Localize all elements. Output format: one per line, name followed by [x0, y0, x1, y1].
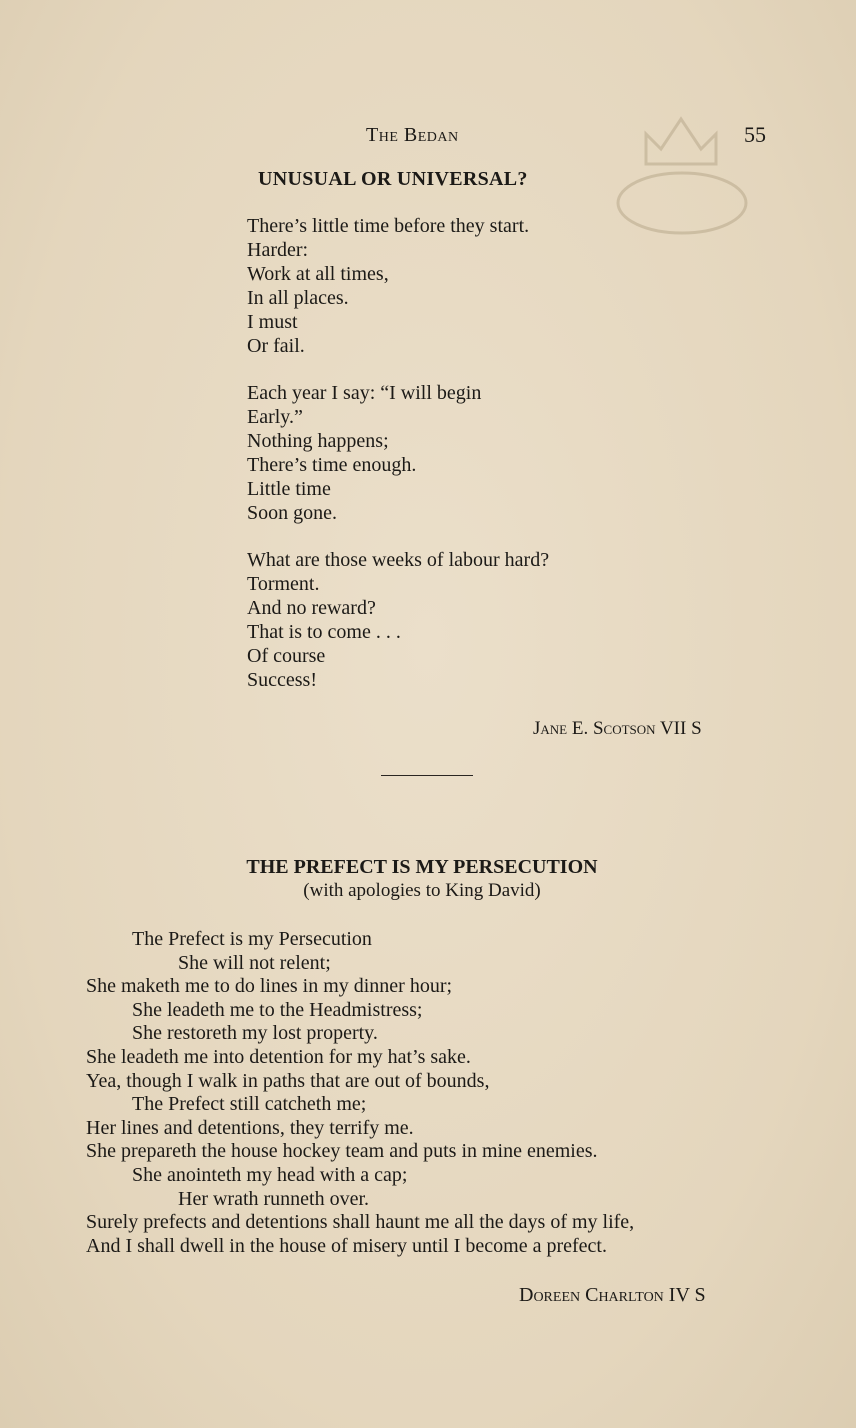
poem-line: Her wrath runneth over. [178, 1187, 370, 1210]
running-title: The Bedan [366, 124, 459, 146]
poem-line: The Prefect still catcheth me; [132, 1093, 367, 1116]
poem-line: Her lines and detentions, they terrify me. [86, 1116, 414, 1139]
section-divider [381, 775, 473, 776]
poem-line: Soon gone. [247, 502, 337, 524]
poem-line: Nothing happens; [247, 430, 389, 452]
stanza [247, 381, 667, 525]
poem-line: Little time [247, 478, 331, 500]
poem-line: Torment. [247, 573, 320, 595]
poem-line: She maketh me to do lines in my dinner hour; [86, 975, 453, 998]
poem-subtitle-text: (with apologies to King David) [303, 880, 541, 901]
poem-line: The Prefect is my Persecution [132, 928, 372, 950]
poem-line: Success! [247, 669, 317, 691]
poem-line: In all places. [247, 287, 349, 309]
poem-line: Surely prefects and detentions shall haunt me all the days of my life, [86, 1211, 635, 1234]
poem-line: I must [247, 311, 298, 333]
poem-body [86, 928, 786, 1258]
poem-line: She restoreth my lost property. [132, 1022, 378, 1045]
poem-title [0, 856, 856, 879]
stanza [247, 214, 667, 358]
poem-subtitle [0, 880, 856, 902]
poem-line: That is to come . . . [247, 621, 401, 643]
poem-line: She will not relent; [178, 951, 331, 974]
poem-line: And no reward? [247, 597, 376, 619]
poem-title: UNUSUAL OR UNIVERSAL? [258, 168, 528, 190]
poem-line: She leadeth me to the Headmistress; [132, 998, 423, 1021]
poem-line: She leadeth me into detention for my hat’s sake. [86, 1045, 471, 1068]
poem-author: Doreen Charlton IV S [519, 1284, 706, 1306]
poem-line: What are those weeks of labour hard? [247, 549, 550, 571]
poem-body [247, 214, 667, 715]
stanza [247, 548, 667, 692]
page-number: 55 [744, 122, 766, 147]
poem-line: Harder: [247, 239, 309, 261]
poem-line: And I shall dwell in the house of misery until I become a prefect. [86, 1234, 607, 1257]
poem-line: Yea, though I walk in paths that are out of bounds, [86, 1069, 490, 1092]
running-head [0, 120, 856, 150]
poem-line: There’s time enough. [247, 454, 417, 476]
poem-title-text: THE PREFECT IS MY PERSECUTION [246, 856, 598, 878]
poem-line: There’s little time before they start. [247, 215, 530, 237]
poem-line: Early.” [247, 406, 303, 428]
poem-line: Each year I say: “I will begin [247, 382, 482, 404]
poem-line: She anointeth my head with a cap; [132, 1163, 408, 1186]
poem-line: Work at all times, [247, 263, 389, 285]
poem-line: Of course [247, 645, 326, 667]
poem-line: She prepareth the house hockey team and puts in mine enemies. [86, 1140, 598, 1163]
poem-author: Jane E. Scotson VII S [533, 718, 702, 739]
poem-line: Or fail. [247, 335, 305, 357]
